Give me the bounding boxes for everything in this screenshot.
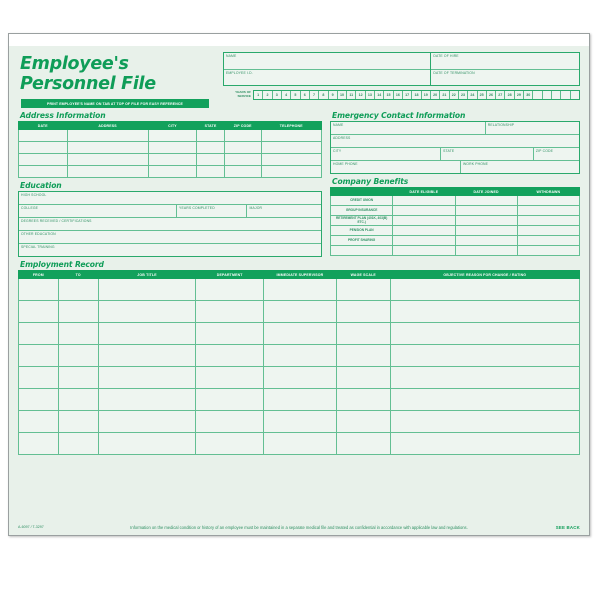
field-row <box>331 148 579 161</box>
table-cell[interactable] <box>393 206 455 216</box>
table-cell[interactable] <box>261 142 321 154</box>
form-code: A-6097 / T-3297 <box>18 525 44 529</box>
table-cell[interactable] <box>393 216 455 226</box>
table-cell[interactable] <box>224 130 261 142</box>
column-header: WITHDRAWN <box>517 188 579 196</box>
field-label: HIGH SCHOOL <box>21 193 47 197</box>
table-cell[interactable] <box>148 130 197 142</box>
table-cell[interactable] <box>261 154 321 166</box>
name-field[interactable] <box>331 122 486 134</box>
table-cell[interactable] <box>58 433 98 455</box>
field-row <box>331 122 579 135</box>
table-cell[interactable] <box>224 142 261 154</box>
home-phone-field[interactable] <box>331 161 461 173</box>
year-cell[interactable]: 8 <box>319 91 328 99</box>
table-cell[interactable] <box>393 226 455 236</box>
education-title: Education <box>20 181 62 190</box>
college-field[interactable] <box>19 205 177 217</box>
table-cell[interactable] <box>336 323 390 345</box>
table-cell[interactable] <box>58 345 98 367</box>
work-phone-field[interactable] <box>461 161 579 173</box>
table-cell[interactable] <box>98 389 196 411</box>
field-label: DEGREES RECEIVED / CERTIFICATIONS <box>21 219 92 223</box>
table-cell[interactable] <box>196 367 263 389</box>
table-cell[interactable] <box>517 226 579 236</box>
table-row[interactable] <box>19 367 580 389</box>
emergency-contact-fields[interactable] <box>330 121 580 174</box>
year-cell-blank[interactable] <box>533 91 542 99</box>
header-right-col <box>431 53 579 85</box>
year-cell[interactable]: 30 <box>524 91 533 99</box>
column-header: TELEPHONE <box>261 122 321 130</box>
column-header: JOB TITLE <box>98 271 196 279</box>
table-row[interactable] <box>19 154 322 166</box>
header-left-col <box>224 53 431 85</box>
subtitle-banner: PRINT EMPLOYEE'S NAME ON TAB AT TOP OF FILE FOR EASY REFERENCE <box>21 99 209 108</box>
date-of-termination-label: DATE OF TERMINATION <box>433 70 475 75</box>
field-row <box>331 161 579 173</box>
year-cell[interactable]: 24 <box>468 91 477 99</box>
field-label: HOME PHONE <box>333 162 358 166</box>
form-header <box>18 52 580 108</box>
table-row[interactable] <box>19 411 580 433</box>
other-education-field[interactable] <box>19 231 321 243</box>
column-header: STATE <box>197 122 225 130</box>
benefit-row-label: RETIREMENT PLAN (401K, 403(B) ETC.) <box>331 216 393 226</box>
table-cell[interactable] <box>19 166 68 178</box>
field-label: COLLEGE <box>21 206 39 210</box>
table-row[interactable] <box>331 236 580 246</box>
table-cell[interactable] <box>19 345 59 367</box>
field-label: ZIP CODE <box>535 149 554 153</box>
table-cell[interactable] <box>196 411 263 433</box>
table-cell[interactable] <box>455 196 517 206</box>
table-cell[interactable] <box>455 226 517 236</box>
table-cell[interactable] <box>197 142 225 154</box>
year-cell[interactable]: 9 <box>329 91 338 99</box>
table-cell[interactable] <box>263 323 336 345</box>
table-cell[interactable] <box>455 246 517 256</box>
table-cell[interactable] <box>196 279 263 301</box>
table-cell[interactable] <box>98 301 196 323</box>
field-row <box>331 135 579 148</box>
table-cell[interactable] <box>196 389 263 411</box>
table-cell[interactable] <box>58 389 98 411</box>
year-cell[interactable]: 19 <box>422 91 431 99</box>
table-cell[interactable] <box>263 345 336 367</box>
table-cell[interactable] <box>393 196 455 206</box>
table-cell[interactable] <box>98 433 196 455</box>
table-row[interactable] <box>19 301 580 323</box>
address-information-table[interactable] <box>18 121 322 178</box>
table-cell[interactable] <box>517 216 579 226</box>
employment-record-table[interactable] <box>18 270 580 455</box>
table-cell[interactable] <box>98 411 196 433</box>
name-label: NAME <box>226 54 237 58</box>
company-benefits-table[interactable] <box>330 187 580 256</box>
year-cell[interactable]: 21 <box>440 91 449 99</box>
table-cell[interactable] <box>393 246 455 256</box>
page-top-margin <box>9 34 589 46</box>
field-label: SPECIAL TRAINING <box>21 245 55 249</box>
year-cell[interactable]: 12 <box>356 91 365 99</box>
table-cell[interactable] <box>263 301 336 323</box>
field-row <box>19 218 321 231</box>
year-cell[interactable]: 14 <box>375 91 384 99</box>
year-cell-blank[interactable] <box>571 91 579 99</box>
year-cell[interactable]: 18 <box>412 91 421 99</box>
address-information-title: Address Information <box>20 111 106 120</box>
column-header: ADDRESS <box>67 122 148 130</box>
table-cell[interactable] <box>58 301 98 323</box>
table-cell[interactable] <box>224 166 261 178</box>
zip-code-field[interactable] <box>534 148 579 160</box>
special-training-field[interactable] <box>19 244 321 256</box>
column-header: DATE <box>19 122 68 130</box>
date-of-hire-field[interactable] <box>431 53 579 70</box>
table-cell[interactable] <box>197 154 225 166</box>
table-cell[interactable] <box>263 389 336 411</box>
table-cell[interactable] <box>517 246 579 256</box>
page-title: Employee's Personnel File <box>20 54 156 94</box>
table-cell[interactable] <box>261 130 321 142</box>
table-cell[interactable] <box>393 236 455 246</box>
table-cell[interactable] <box>98 323 196 345</box>
field-label: WORK PHONE <box>462 162 489 166</box>
field-label: YEARS COMPLETED <box>179 206 215 210</box>
major-field[interactable] <box>247 205 321 217</box>
table-cell[interactable] <box>390 433 579 455</box>
year-cell-blank[interactable] <box>543 91 552 99</box>
table-cell[interactable] <box>390 411 579 433</box>
see-back-note: SEE BACK <box>555 525 580 530</box>
table-cell[interactable] <box>336 367 390 389</box>
table-cell[interactable] <box>455 206 517 216</box>
table-cell[interactable] <box>58 323 98 345</box>
table-cell[interactable] <box>336 433 390 455</box>
table-cell[interactable] <box>390 323 579 345</box>
table-cell[interactable] <box>336 389 390 411</box>
benefit-row-label: CREDIT UNION <box>331 196 393 206</box>
table-cell[interactable] <box>67 142 148 154</box>
benefit-row-label: GROUP INSURANCE <box>331 206 393 216</box>
table-cell[interactable] <box>263 279 336 301</box>
field-label: CITY <box>333 149 342 153</box>
years-of-service-label-line2: SERVICE <box>237 94 251 98</box>
table-cell[interactable] <box>19 301 59 323</box>
form-page <box>8 33 590 536</box>
year-cell[interactable]: 5 <box>291 91 300 99</box>
table-row[interactable] <box>19 433 580 455</box>
year-cell[interactable]: 13 <box>366 91 375 99</box>
year-cell[interactable]: 22 <box>450 91 459 99</box>
table-cell[interactable] <box>98 279 196 301</box>
year-cell[interactable]: 17 <box>403 91 412 99</box>
column-header-blank <box>331 188 393 196</box>
table-cell[interactable] <box>148 166 197 178</box>
table-cell[interactable] <box>98 367 196 389</box>
table-cell[interactable] <box>517 236 579 246</box>
year-cell[interactable]: 20 <box>431 91 440 99</box>
field-row <box>19 244 321 256</box>
table-cell[interactable] <box>67 166 148 178</box>
table-header-row <box>331 188 580 196</box>
city-field[interactable] <box>331 148 441 160</box>
field-row <box>19 231 321 244</box>
table-cell[interactable] <box>19 367 59 389</box>
table-cell[interactable] <box>224 154 261 166</box>
table-cell[interactable] <box>263 411 336 433</box>
table-row[interactable] <box>19 166 322 178</box>
table-row[interactable] <box>331 206 580 216</box>
column-header: TO <box>58 271 98 279</box>
year-cell[interactable]: 4 <box>282 91 291 99</box>
table-cell[interactable] <box>455 236 517 246</box>
table-cell[interactable] <box>19 154 68 166</box>
table-cell[interactable] <box>517 196 579 206</box>
year-cell[interactable]: 15 <box>384 91 393 99</box>
table-cell[interactable] <box>263 367 336 389</box>
year-cell[interactable]: 16 <box>394 91 403 99</box>
table-cell[interactable] <box>196 433 263 455</box>
table-cell[interactable] <box>98 345 196 367</box>
table-cell[interactable] <box>148 154 197 166</box>
column-header: DATE JOINED <box>455 188 517 196</box>
table-cell[interactable] <box>261 166 321 178</box>
year-cell[interactable]: 1 <box>254 91 263 99</box>
address-field[interactable] <box>331 135 579 147</box>
years-completed-field[interactable] <box>177 205 247 217</box>
table-cell[interactable] <box>196 345 263 367</box>
table-cell[interactable] <box>19 389 59 411</box>
years-of-service-grid[interactable] <box>253 90 580 100</box>
years-of-service-label <box>223 90 253 100</box>
table-cell[interactable] <box>19 433 59 455</box>
table-row[interactable] <box>331 216 580 226</box>
table-cell[interactable] <box>19 323 59 345</box>
high-school-field[interactable] <box>19 192 321 204</box>
left-column <box>18 108 322 257</box>
table-cell[interactable] <box>336 411 390 433</box>
benefit-row-label: PENSION PLAN <box>331 226 393 236</box>
years-of-service-label-line1: YEARS OF <box>235 90 251 95</box>
form-footer <box>18 525 580 531</box>
table-row[interactable] <box>331 226 580 236</box>
table-cell[interactable] <box>19 130 68 142</box>
table-cell[interactable] <box>196 323 263 345</box>
column-header: WAGE SCALE <box>336 271 390 279</box>
year-cell[interactable]: 10 <box>338 91 347 99</box>
table-row[interactable] <box>19 345 580 367</box>
year-cell[interactable]: 2 <box>263 91 272 99</box>
table-cell[interactable] <box>390 279 579 301</box>
column-header: DATE ELIGIBLE <box>393 188 455 196</box>
column-header: IMMEDIATE SUPERVISOR <box>263 271 336 279</box>
column-header: OBJECTIVE REASON FOR CHANGE / RATING <box>390 271 579 279</box>
table-cell[interactable] <box>517 206 579 216</box>
employee-id-label: EMPLOYEE I.D. <box>226 70 253 75</box>
date-of-hire-label: DATE OF HIRE <box>433 54 459 58</box>
year-cell[interactable]: 29 <box>515 91 524 99</box>
table-row[interactable] <box>19 279 580 301</box>
table-cell[interactable] <box>58 367 98 389</box>
table-cell[interactable] <box>336 345 390 367</box>
table-cell[interactable] <box>390 301 579 323</box>
legal-notice: Information on the medical condition or history of an employee must be maintained in a separate medical file and treated as confidential in accordance with applicable law and regulations. <box>130 525 468 530</box>
table-cell[interactable] <box>197 130 225 142</box>
column-header: CITY <box>148 122 197 130</box>
employee-id-field[interactable] <box>224 70 430 86</box>
personnel-form <box>9 46 589 535</box>
degrees-received-certifications-field[interactable] <box>19 218 321 230</box>
year-cell[interactable]: 23 <box>459 91 468 99</box>
table-cell[interactable] <box>67 130 148 142</box>
year-cell-blank[interactable] <box>561 91 570 99</box>
field-label: MAJOR <box>249 206 263 210</box>
emergency-contact-title: Emergency Contact Information <box>332 111 466 120</box>
table-header-row <box>19 122 322 130</box>
year-cell[interactable]: 25 <box>478 91 487 99</box>
table-cell[interactable] <box>148 142 197 154</box>
table-row[interactable] <box>331 246 580 256</box>
field-label: RELATIONSHIP <box>487 123 515 127</box>
table-cell[interactable] <box>19 279 59 301</box>
table-row[interactable] <box>331 196 580 206</box>
state-field[interactable] <box>441 148 534 160</box>
middle-columns <box>18 108 580 257</box>
field-label: STATE <box>443 149 455 153</box>
field-row <box>19 192 321 205</box>
benefit-row-label: PROFIT SHARING <box>331 236 393 246</box>
year-cell[interactable]: 7 <box>310 91 319 99</box>
header-fields-grid <box>223 52 580 86</box>
date-of-termination-field[interactable] <box>431 70 579 86</box>
field-label: NAME <box>333 123 344 127</box>
table-cell[interactable] <box>390 389 579 411</box>
year-cell[interactable]: 3 <box>273 91 282 99</box>
table-cell[interactable] <box>196 301 263 323</box>
year-cell[interactable]: 28 <box>505 91 514 99</box>
table-row[interactable] <box>19 142 322 154</box>
benefit-row-label <box>331 246 393 256</box>
column-header: ZIP CODE <box>224 122 261 130</box>
right-column <box>330 108 580 257</box>
year-cell[interactable]: 6 <box>301 91 310 99</box>
table-row[interactable] <box>19 389 580 411</box>
field-row <box>19 205 321 218</box>
employment-record-title: Employment Record <box>20 260 104 269</box>
table-cell[interactable] <box>197 166 225 178</box>
years-of-service-row <box>223 90 580 100</box>
table-cell[interactable] <box>58 279 98 301</box>
table-row[interactable] <box>19 130 322 142</box>
column-header: DEPARTMENT <box>196 271 263 279</box>
table-cell[interactable] <box>336 301 390 323</box>
table-row[interactable] <box>19 323 580 345</box>
column-header: FROM <box>19 271 59 279</box>
title-block <box>18 52 223 108</box>
table-cell[interactable] <box>336 279 390 301</box>
year-cell-blank[interactable] <box>552 91 561 99</box>
table-cell[interactable] <box>19 411 59 433</box>
education-fields[interactable] <box>18 191 322 257</box>
header-fields-block <box>223 52 580 100</box>
table-header-row <box>19 271 580 279</box>
table-cell[interactable] <box>67 154 148 166</box>
table-cell[interactable] <box>390 345 579 367</box>
field-label: OTHER EDUCATION <box>21 232 56 236</box>
table-cell[interactable] <box>19 142 68 154</box>
year-cell[interactable]: 26 <box>487 91 496 99</box>
name-field[interactable] <box>224 53 430 70</box>
year-cell[interactable]: 27 <box>496 91 505 99</box>
company-benefits-title: Company Benefits <box>332 177 409 186</box>
year-cell[interactable]: 11 <box>347 91 356 99</box>
table-cell[interactable] <box>455 216 517 226</box>
relationship-field[interactable] <box>486 122 579 134</box>
table-cell[interactable] <box>390 367 579 389</box>
field-label: ADDRESS <box>333 136 351 140</box>
table-cell[interactable] <box>263 433 336 455</box>
table-cell[interactable] <box>58 411 98 433</box>
